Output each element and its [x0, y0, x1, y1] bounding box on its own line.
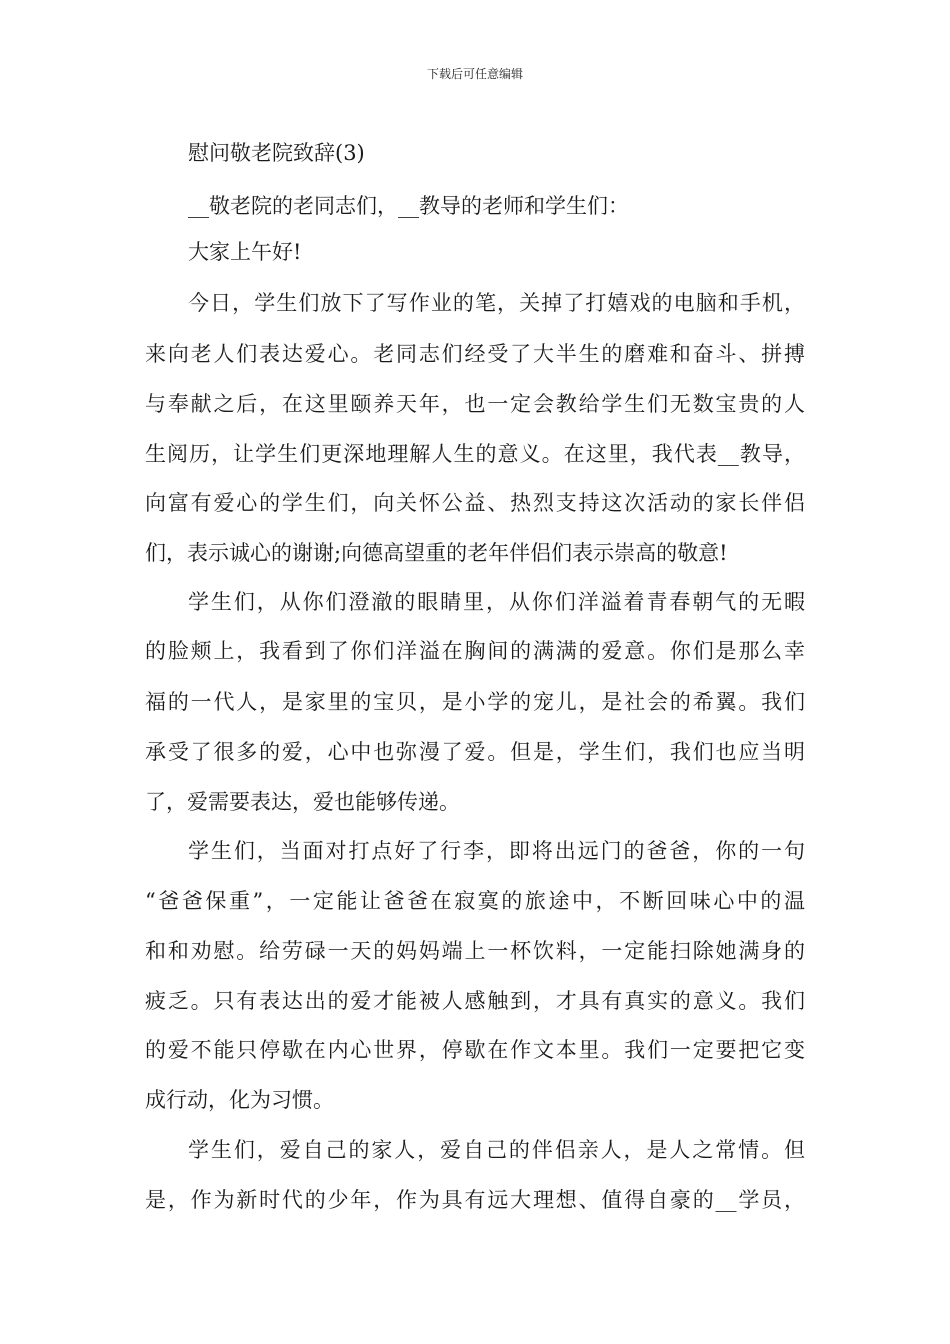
salutation-line: __敬老院的老同志们，__教导的老师和学生们： — [188, 194, 629, 218]
paragraph-line: 承受了很多的爱，心中也弥漫了爱。但是，学生们，我们也应当明 — [145, 740, 805, 764]
paragraph-line: 和和劝慰。给劳碌一天的妈妈端上一杯饮料，一定能扫除她满身的 — [145, 939, 805, 963]
paragraph-line: 学生们，爱自己的家人，爱自己的伴侣亲人，是人之常情。但 — [188, 1138, 805, 1162]
paragraph-line: 了，爱需要表达，爱也能够传递。 — [145, 790, 460, 814]
document-title: 慰问敬老院致辞(3) — [188, 141, 365, 165]
greeting-line: 大家上午好! — [188, 240, 302, 264]
paragraph-line: 是，作为新时代的少年，作为具有远大理想、值得自豪的__学员， — [145, 1188, 805, 1212]
paragraph-line: 疲乏。只有表达出的爱才能被人感触到，才具有真实的意义。我们 — [145, 989, 805, 1013]
page-header: 下载后可任意编辑 — [426, 67, 523, 81]
paragraph-line: 今日，学生们放下了写作业的笔，关掉了打嬉戏的电脑和手机， — [188, 291, 805, 315]
paragraph-line: 生阅历，让学生们更深地理解人生的意义。在这里，我代表__教导， — [145, 442, 805, 466]
paragraph-line: 的脸颊上，我看到了你们洋溢在胸间的满满的爱意。你们是那么幸 — [145, 639, 805, 663]
paragraph-line: 学生们，从你们澄澈的眼睛里，从你们洋溢着青春朝气的无暇 — [188, 590, 805, 614]
paragraph-line: 福的一代人，是家里的宝贝，是小学的宠儿，是社会的希翼。我们 — [145, 690, 805, 714]
paragraph-line: 学生们，当面对打点好了行李，即将出远门的爸爸，你的一句 — [188, 839, 805, 863]
paragraph-line: 来向老人们表达爱心。老同志们经受了大半生的磨难和奋斗、拼搏 — [145, 342, 805, 366]
paragraph-line: 的爱不能只停歇在内心世界，停歇在作文本里。我们一定要把它变 — [145, 1038, 805, 1062]
paragraph-line: 与奉献之后，在这里颐养天年，也一定会教给学生们无数宝贵的人 — [145, 392, 805, 416]
paragraph-line: 们，表示诚心的谢谢;向德高望重的老年伴侣们表示崇高的敬意! — [145, 541, 728, 565]
paragraph-line: 成行动，化为习惯。 — [145, 1088, 334, 1112]
paragraph-line: 向富有爱心的学生们，向关怀公益、热烈支持这次活动的家长伴侣 — [145, 491, 805, 515]
paragraph-line: “爸爸保重”，一定能让爸爸在寂寞的旅途中，不断回味心中的温 — [145, 889, 805, 913]
